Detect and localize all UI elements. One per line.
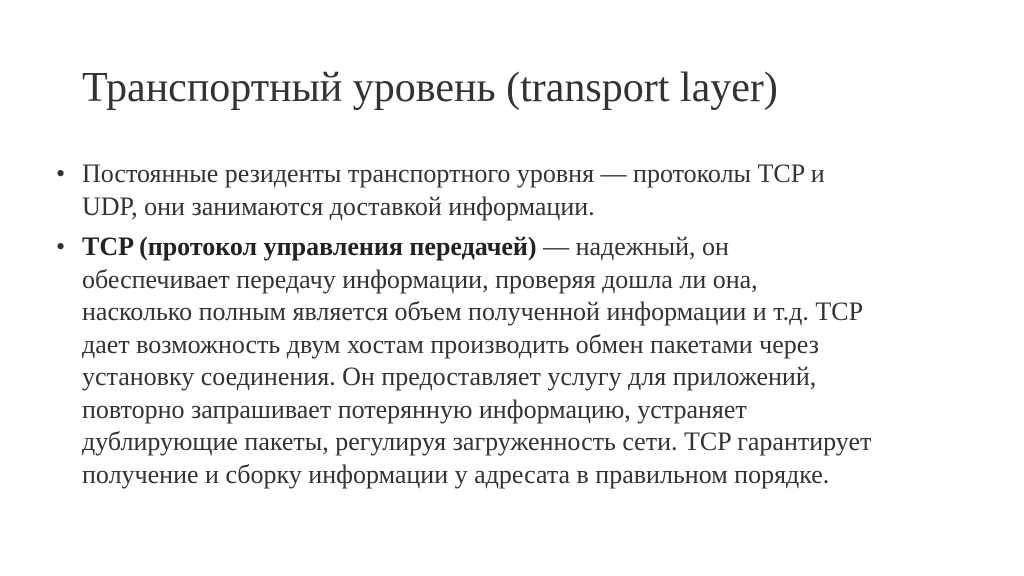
bullet-2-bold-lead: TCP (протокол управления передачей) [82,232,537,261]
bullet-item-1 [56,158,996,223]
bullet-2-first-line-rest: — надежный, он [536,232,729,261]
bullet-2-line-8: получение и сборку информации у адресата в правильном порядке. [82,459,830,489]
bullet-2-line-6: повторно запрашивает потерянную информацию, устраняет [82,394,747,424]
bullet-2-line-1 [82,231,996,264]
bullet-1-line-2: UDP, они занимаются доставкой информации. [82,191,595,221]
bullet-dot-icon: • [56,159,66,188]
bullet-dot-icon: • [56,232,66,261]
bullet-2-line-5: установку соединения. Он предоставляет услугу для приложений, [82,362,817,391]
bullet-item-2 [56,231,996,491]
bullet-2-line-2: обеспечивает передачу информации, проверяя дошла ли она, [82,264,758,294]
bullet-list [56,158,996,499]
slide-title: Транспортный уровень (transport layer) [82,65,778,111]
bullet-2-line-7: дублирующие пакеты, регулируя загруженность сети. TCP гарантирует [82,427,872,456]
bullet-2-line-4: дает возможность двум хостам производить обмен пакетами через [82,329,819,359]
bullet-1-line-1: Постоянные резиденты транспортного уровня — протоколы TCP и [82,159,825,188]
bullet-2-line-3: насколько полным является объем полученной информации и т.д. TCP [82,297,864,326]
